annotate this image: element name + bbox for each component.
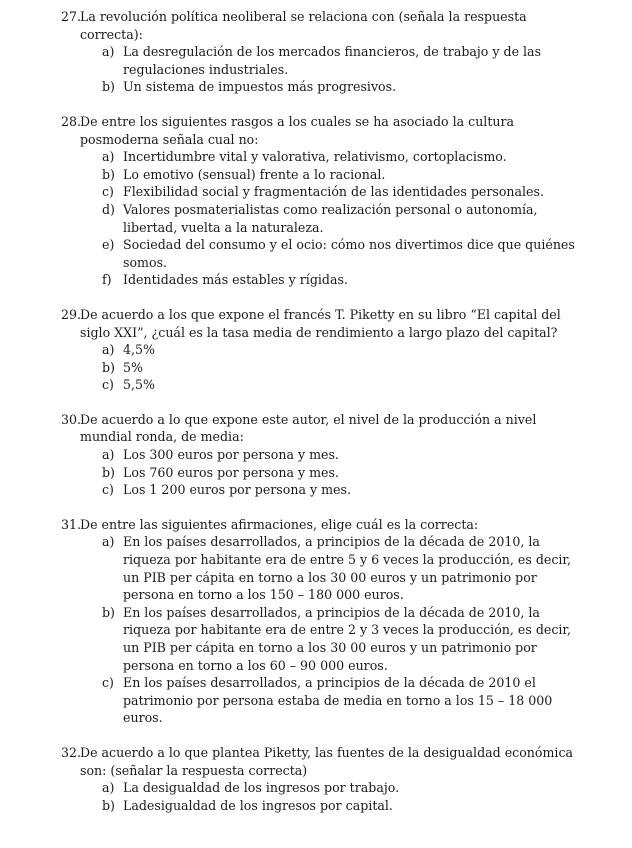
option-a [80,148,582,166]
options-list [80,148,582,289]
option-a [80,43,582,78]
option-letter: a) [102,447,115,463]
option-c [80,376,582,394]
option-c [80,183,582,201]
option-text: Identidades más estables y rígidas. [123,272,348,288]
option-letter: f) [102,272,112,288]
question-number: 27. [61,9,82,24]
question-29 [0,306,632,394]
options-list [80,779,582,814]
option-letter: c) [102,482,114,498]
question-31 [0,516,632,727]
option-text: Un sistema de impuestos más progresivos. [123,79,397,95]
option-letter: a) [102,342,115,358]
option-text: En los países desarrollados, a principios de la década de 2010, la riqueza por habitante era de entre 5 y 6 veces la producción, es decir, un PIB per cápita en torno a los 30 00 euros y un patrimonio por persona en torno a los 150 – 180 000 euros. [123,534,572,603]
option-text: La desigualdad de los ingresos por trabajo. [123,780,400,796]
question-text: De entre los siguientes rasgos a los cuales se ha asociado la cultura posmoderna señala cual no: [80,113,515,147]
option-c [80,674,582,727]
option-c [80,481,582,499]
question-28 [0,113,632,289]
option-letter: c) [102,184,114,200]
option-letter: a) [102,534,115,550]
option-text: Lo emotivo (sensual) frente a lo racional. [123,166,386,182]
option-text: En los países desarrollados, a principios de la década de 2010 el patrimonio por persona estaba de media en torno a los 15 – 18 000 euros. [123,675,553,726]
question-text: La revolución política neoliberal se relaciona con (señala la respuesta correcta): [80,9,527,42]
question-number: 29. [61,306,82,322]
question-text: De acuerdo a lo que expone este autor, el nivel de la producción a nivel mundial ronda, de media: [80,411,537,445]
option-b [80,464,582,482]
question-30 [0,411,632,499]
question-number: 32. [61,744,82,760]
option-e [80,236,582,271]
option-text: Flexibilidad social y fragmentación de las identidades personales. [123,184,544,200]
option-a [80,779,582,797]
option-text: Valores posmaterialistas como realización personal o autonomía, libertad, vuelta a la naturaleza. [123,201,538,235]
option-letter: a) [102,44,115,60]
option-text: Los 300 euros por persona y mes. [123,447,339,463]
option-text: En los países desarrollados, a principios de la década de 2010, la riqueza por habitante era de entre 2 y 3 veces la producción, es decir, un PIB per cápita en torno a los 30 00 euros y un patrimonio por persona en torno a los 60 – 90 000 euros. [123,604,572,673]
option-text: 5% [123,359,143,375]
options-list [80,43,582,96]
option-letter: b) [102,359,115,375]
option-letter: a) [102,780,115,796]
question-number: 28. [61,113,82,129]
option-a [80,341,582,359]
options-list [80,533,582,727]
option-letter: b) [102,166,115,182]
exam-page [0,8,632,814]
options-list [80,446,582,499]
option-letter: a) [102,149,115,165]
option-b [80,797,582,815]
option-letter: b) [102,797,115,813]
option-letter: b) [102,464,115,480]
option-text: 5,5% [123,377,155,393]
question-27 [0,8,632,96]
option-b [80,166,582,184]
question-number: 31. [61,516,82,532]
option-text: 4,5% [123,342,155,358]
question-text: De acuerdo a lo que plantea Piketty, las fuentes de la desigualdad económica son: (señalar la respuesta correcta) [80,744,574,778]
option-letter: e) [102,237,115,253]
option-letter: d) [102,201,115,217]
option-letter: c) [102,675,114,691]
option-text: Ladesigualdad de los ingresos por capital. [123,797,393,813]
option-b [80,78,582,96]
option-f [80,271,582,289]
option-a [80,446,582,464]
question-number: 30. [61,411,82,427]
option-text: Sociedad del consumo y el ocio: cómo nos divertimos dice que quiénes somos. [123,237,575,270]
option-text: La desregulación de los mercados financieros, de trabajo y de las regulaciones industriales. [123,44,542,77]
option-letter: c) [102,377,114,393]
question-32 [0,744,632,814]
option-d [80,201,582,236]
option-letter: b) [102,604,115,620]
option-letter: b) [102,79,115,95]
options-list [80,341,582,394]
question-text: De acuerdo a los que expone el francés T. Piketty en su libro “El capital del siglo XXI”, ¿cuál es la tasa media de rendimiento a largo plazo del capital? [80,306,561,340]
option-text: Los 760 euros por persona y mes. [123,464,339,480]
option-a [80,533,582,603]
option-b [80,359,582,377]
question-text: De entre las siguientes afirmaciones, elige cuál es la correcta: [80,516,479,532]
option-text: Los 1 200 euros por persona y mes. [123,482,351,498]
option-b [80,604,582,674]
option-text: Incertidumbre vital y valorativa, relativismo, cortoplacismo. [123,149,507,165]
